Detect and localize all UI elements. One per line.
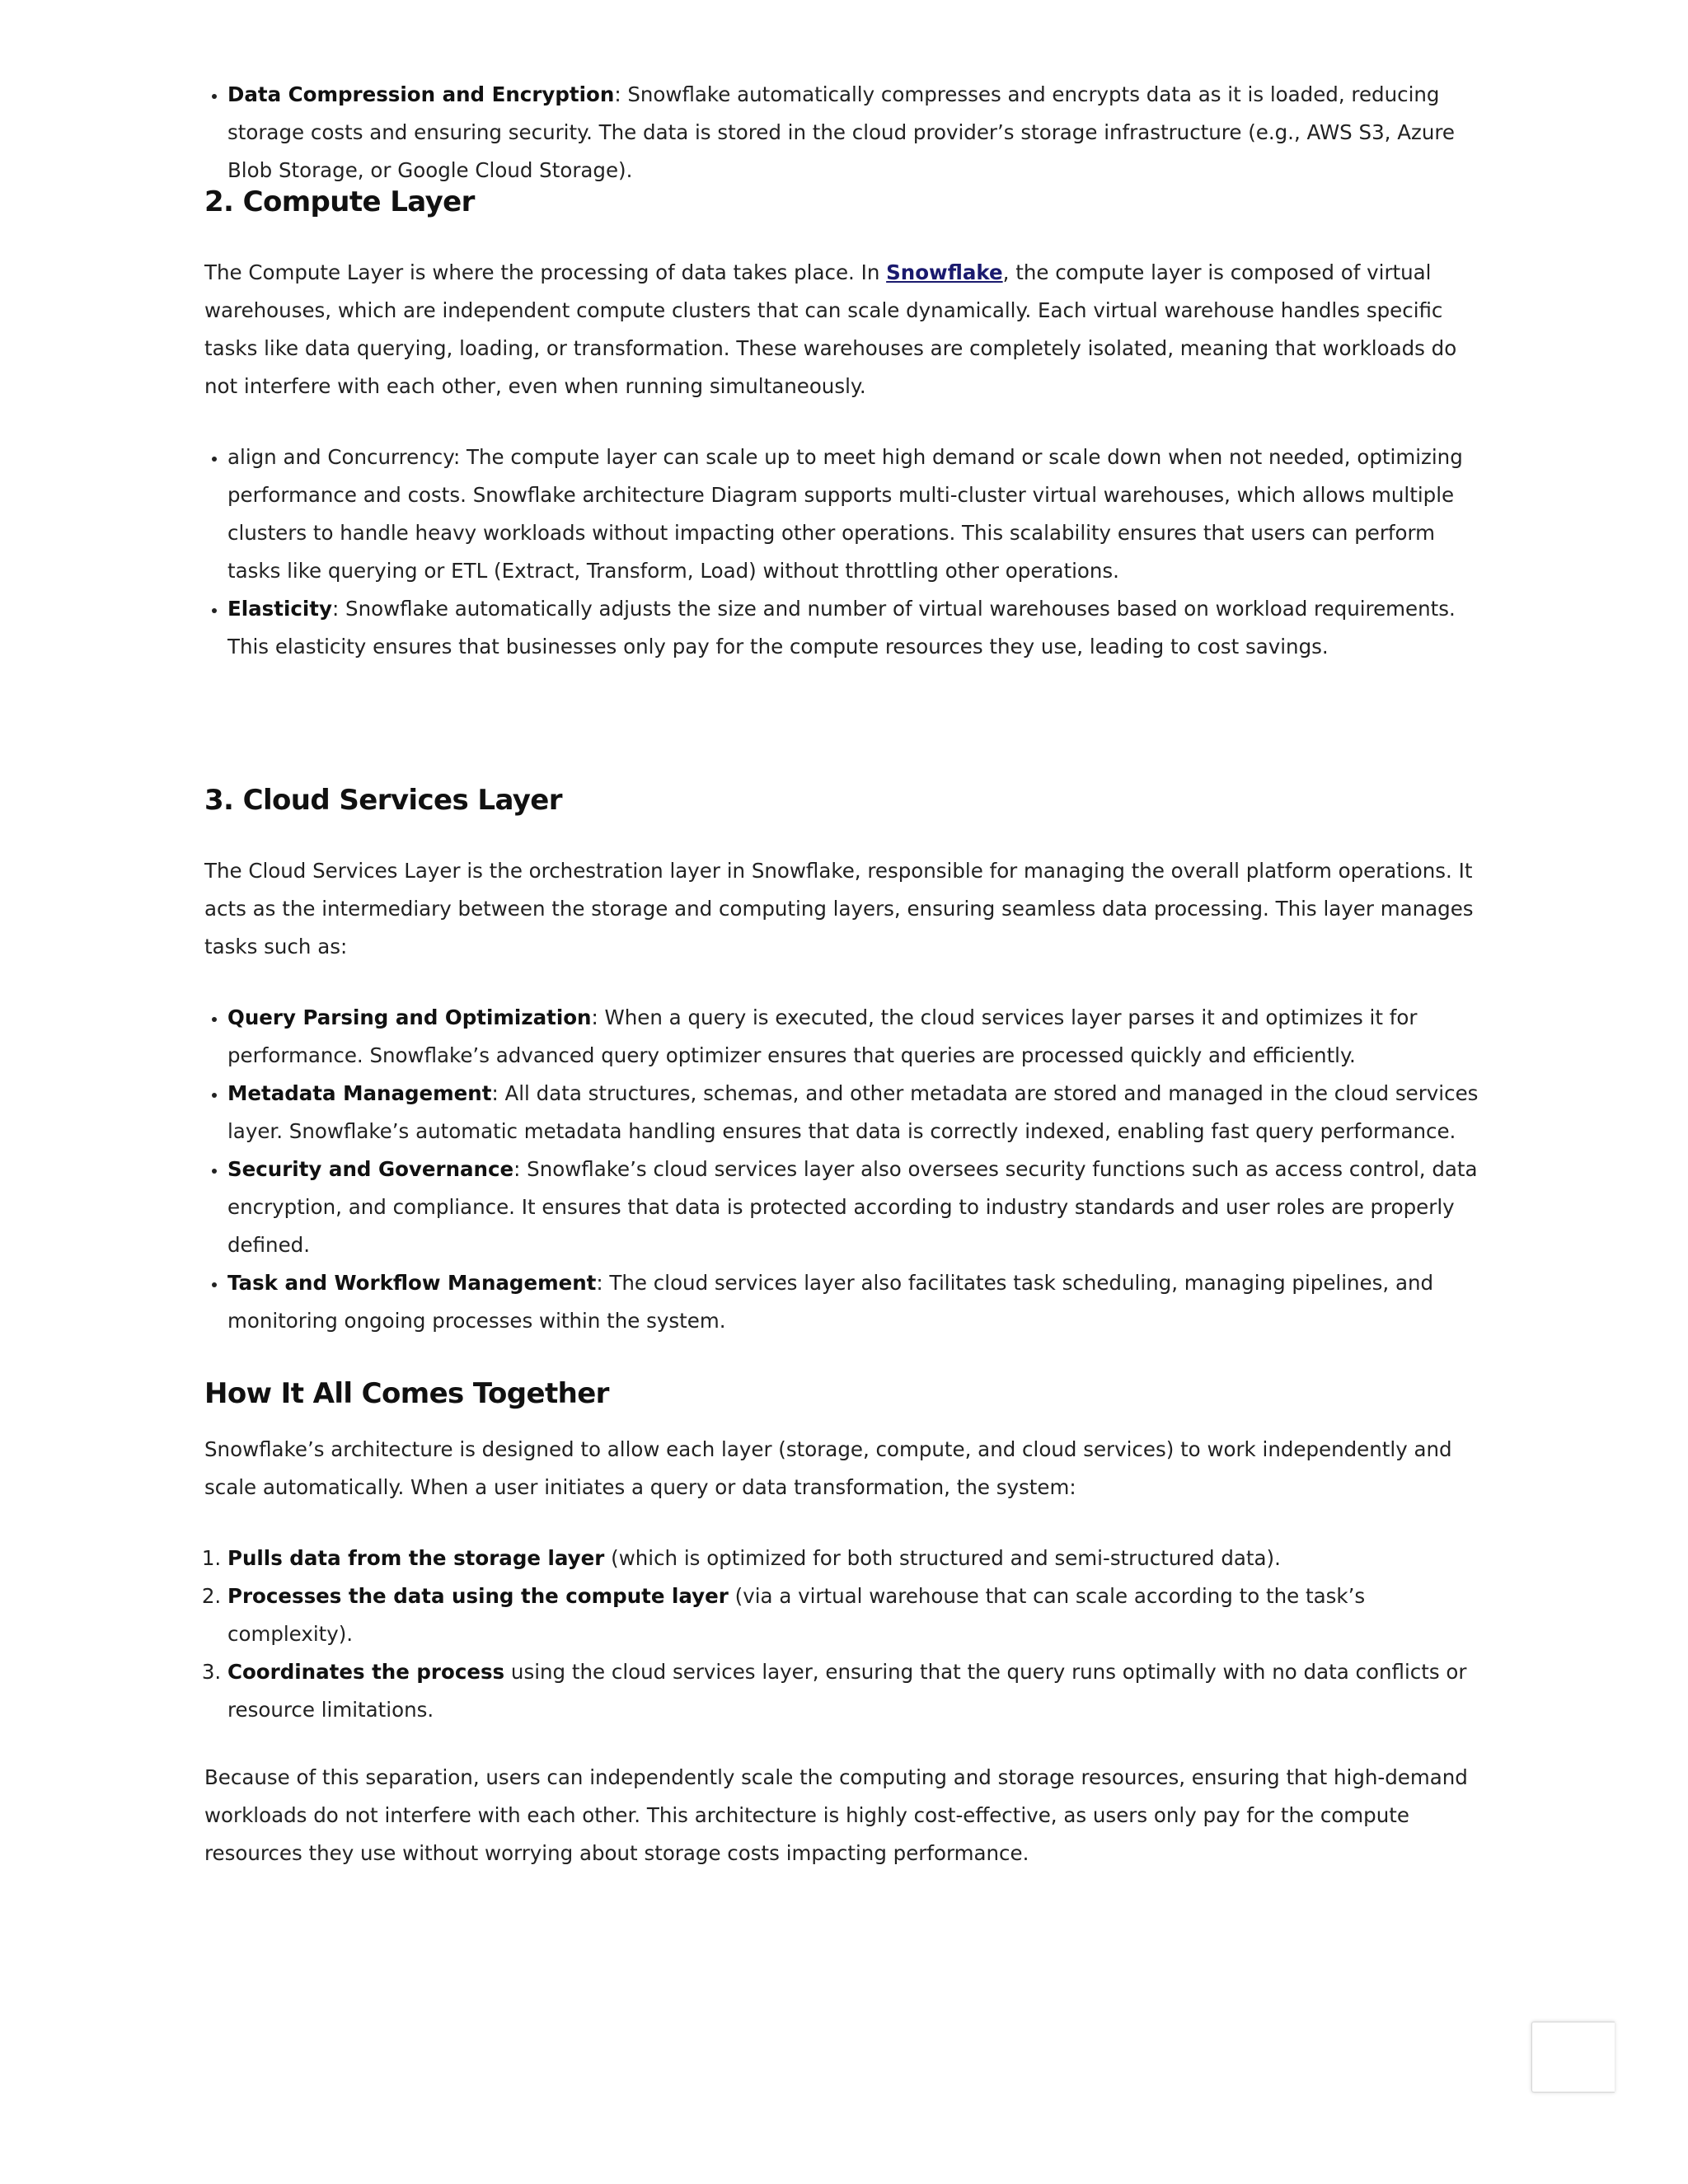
compute-bullet-list <box>204 438 1490 666</box>
bullet-label: Task and Workflow Management <box>227 1271 597 1295</box>
list-item <box>227 76 1490 190</box>
bullet-label: Security and Governance <box>227 1157 514 1181</box>
paragraph-text: , the compute layer is composed of virtual warehouses, which are independent compute clusters that can scale dynamically. Each virtual warehouse handles specific tasks like data querying, loading, or transformation. These warehouses are completely isolated, meaning that workloads do not interfere with each other, even when running simultaneously. <box>204 260 1457 398</box>
bullet-text: : Snowflake automatically adjusts the size and number of virtual warehouses based on workload requirements. This elasticity ensures that businesses only pay for the compute resources they use, leading to cost savings. <box>227 597 1456 658</box>
bullet-label: Data Compression and Encryption <box>227 82 615 106</box>
section-heading-cloud-services-layer: 3. Cloud Services Layer <box>204 784 562 817</box>
section-heading-how-it-all-comes-together: How It All Comes Together <box>204 1377 609 1410</box>
list-item <box>227 590 1490 666</box>
list-item <box>227 1264 1490 1340</box>
bullet-text: : When a query is executed, the cloud services layer parses it and optimizes it for performance. Snowflake’s advanced query optimizer ensures that queries are processed quickly and efficiently. <box>227 1005 1418 1067</box>
step-text: (which is optimized for both structured and semi-structured data). <box>604 1546 1281 1570</box>
snowflake-link[interactable]: Snowflake <box>886 260 1003 284</box>
bullet-text: : Snowflake automatically compresses and encrypts data as it is loaded, reducing storage costs and ensuring security. The data is stored in the cloud provider’s storage infrastructure (e.g., AWS S3, Azure Blob Storage, or Google Cloud Storage). <box>227 82 1455 182</box>
step-text: (via a virtual warehouse that can scale according to the task’s complexity). <box>227 1584 1366 1646</box>
bullet-text: : Snowflake’s cloud services layer also oversees security functions such as access control, data encryption, and compliance. It ensures that data is protected according to industry standards and user roles are properly defined. <box>227 1157 1478 1257</box>
bullet-text: align and Concurrency: The compute layer can scale up to meet high demand or scale down when not needed, optimizing performance and costs. Snowflake architecture Diagram supports multi-cluster virtual warehouses, which allows multiple clusters to handle heavy workloads without impacting other operations. This scalability ensures that users can perform tasks like querying or ETL (Extract, Transform, Load) without throttling other operations. <box>227 445 1463 583</box>
article-content <box>204 76 1490 1872</box>
list-item <box>227 1577 1490 1653</box>
compute-intro-paragraph <box>204 254 1490 405</box>
bullet-label: Metadata Management <box>227 1081 492 1105</box>
step-label: Processes the data using the compute layer <box>227 1584 729 1608</box>
list-item <box>227 1540 1490 1577</box>
cloud-services-bullet-list <box>204 999 1490 1340</box>
cloud-services-intro-paragraph: The Cloud Services Layer is the orchestration layer in Snowflake, responsible for managing the overall platform operations. It acts as the intermediary between the storage and computing layers, ensuring seamless data processing. This layer manages tasks such as: <box>204 859 1474 958</box>
list-item <box>227 999 1490 1075</box>
bullet-label: Query Parsing and Optimization <box>227 1005 592 1029</box>
storage-bullet-list <box>204 76 1490 190</box>
step-label: Pulls data from the storage layer <box>227 1546 605 1570</box>
bullet-text: : All data structures, schemas, and other metadata are stored and managed in the cloud services layer. Snowflake’s automatic metadata handling ensures that data is correctly indexed, enabling fast query performance. <box>227 1081 1479 1143</box>
list-item <box>227 1151 1490 1264</box>
list-item <box>227 1075 1490 1151</box>
step-label: Coordinates the process <box>227 1660 505 1684</box>
together-steps-list <box>204 1540 1490 1729</box>
conclusion-paragraph: Because of this separation, users can independently scale the computing and storage resources, ensuring that high-demand workloads do not interfere with each other. This architecture is highly cost-effective, as users only pay for the compute resources they use without worrying about storage costs impacting performance. <box>204 1765 1468 1865</box>
together-intro-paragraph: Snowflake’s architecture is designed to allow each layer (storage, compute, and cloud services) to work independently and scale automatically. When a user initiates a query or data transformation, the system: <box>204 1437 1452 1499</box>
list-item <box>227 438 1490 590</box>
paragraph-text: The Compute Layer is where the processing of data takes place. In <box>204 260 887 284</box>
list-item <box>227 1653 1490 1729</box>
section-heading-compute-layer: 2. Compute Layer <box>204 185 475 218</box>
bullet-text: : The cloud services layer also facilitates task scheduling, managing pipelines, and monitoring ongoing processes within the system. <box>227 1271 1434 1333</box>
bullet-label: Elasticity <box>227 597 332 621</box>
step-text: using the cloud services layer, ensuring that the query runs optimally with no data conflicts or resource limitations. <box>227 1660 1467 1722</box>
recaptcha-badge[interactable] <box>1531 2022 1615 2093</box>
